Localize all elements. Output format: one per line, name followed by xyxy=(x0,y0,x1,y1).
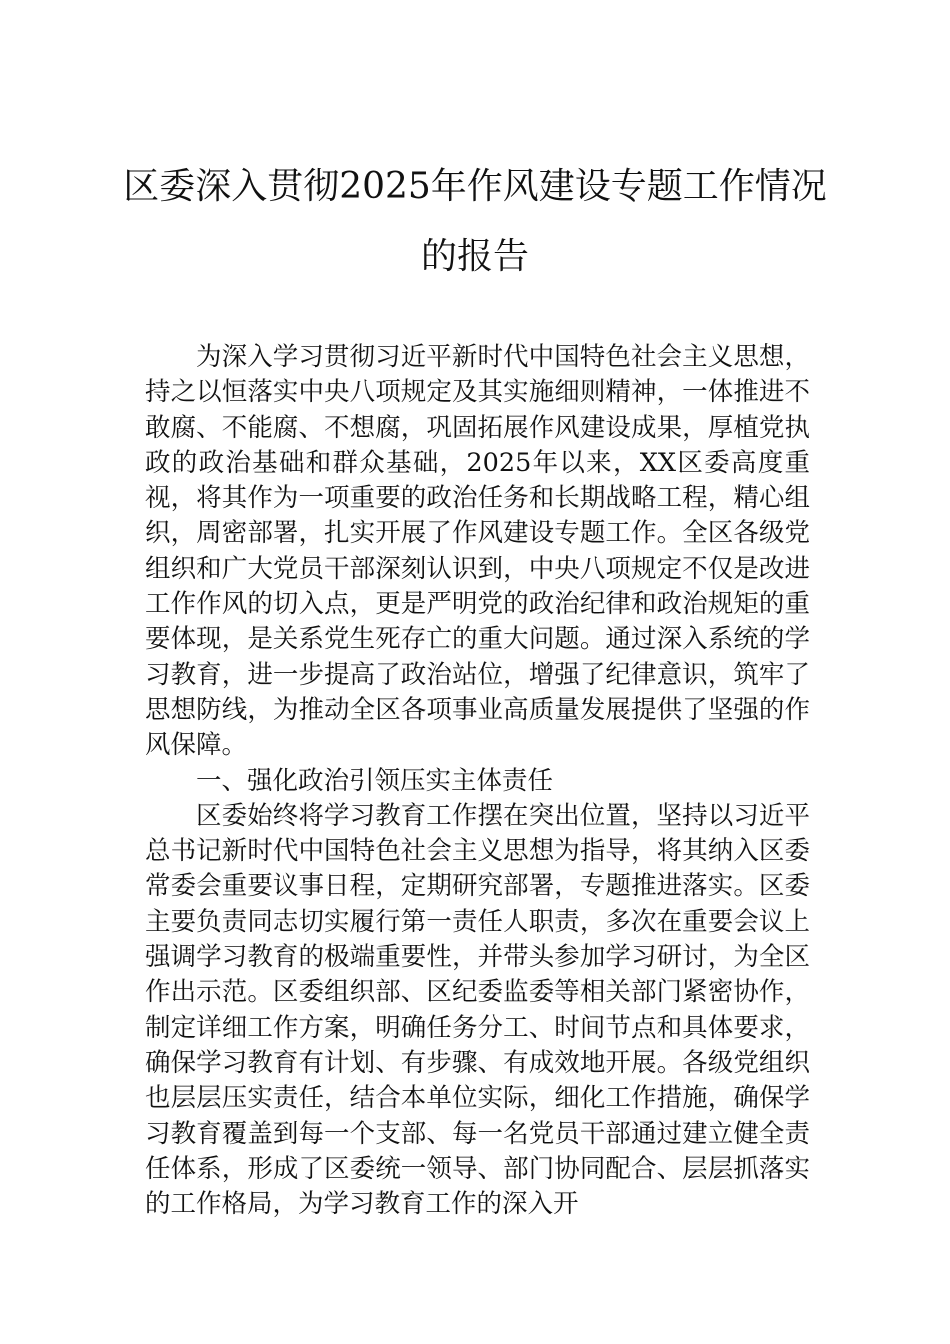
document-title: 区委深入贯彻2025年作风建设专题工作情况的报告 xyxy=(123,166,827,277)
document-body xyxy=(145,340,810,1222)
section-1-paragraph: 区委始终将学习教育工作摆在突出位置，坚持以习近平总书记新时代中国特色社会主义思想为指导，将其纳入区委常委会重要议事日程，定期研究部署，专题推进落实。区委主要负责同志切实履行第一责任人职责，多次在重要会议上强调学习教育的极端重要性，并带头参加学习研讨，为全区作出示范。区委组织部、区纪委监委等相关部门紧密协作，制定详细工作方案，明确任务分工、时间节点和具体要求，确保学习教育有计划、有步骤、有成效地开展。各级党组织也层层压实责任，结合本单位实际，细化工作措施，确保学习教育覆盖到每一个支部、每一名党员干部通过建立健全责任体系，形成了区委统一领导、部门协同配合、层层抓落实的工作格局，为学习教育工作的深入开 xyxy=(145,800,810,1220)
intro-paragraph: 为深入学习贯彻习近平新时代中国特色社会主义思想，持之以恒落实中央八项规定及其实施细则精神，一体推进不敢腐、不能腐、不想腐，巩固拓展作风建设成果，厚植党执政的政治基础和群众基础，2025年以来，XX区委高度重视，将其作为一项重要的政治任务和长期战略工程，精心组织，周密部署，扎实开展了作风建设专题工作。全区各级党组织和广大党员干部深刻认识到，中央八项规定不仅是改进工作作风的切入点，更是严明党的政治纪律和政治规矩的重要体现，是关系党生死存亡的重大问题。通过深入系统的学习教育，进一步提高了政治站位，增强了纪律意识，筑牢了思想防线，为推动全区各项事业高质量发展提供了坚强的作风保障。 xyxy=(145,342,810,761)
section-heading-1: 一、强化政治引领压实主体责任 xyxy=(196,765,554,796)
